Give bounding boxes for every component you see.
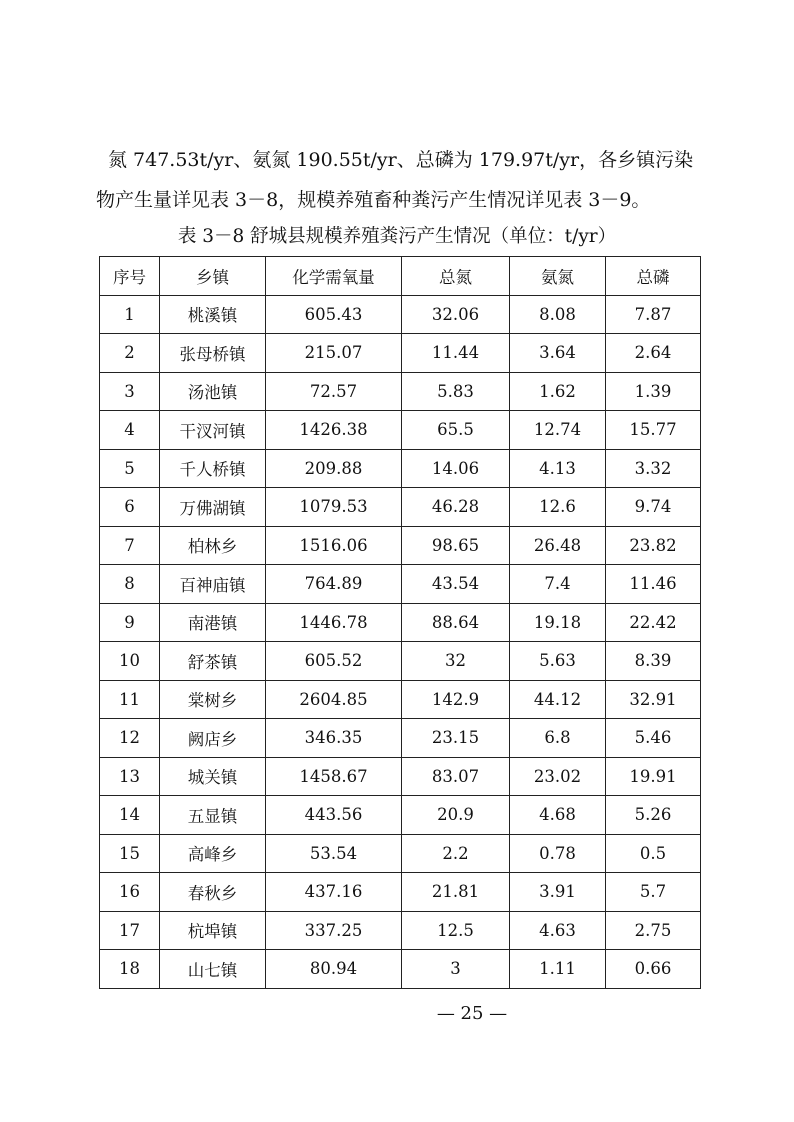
table-cell: 3 <box>402 950 510 989</box>
table-cell: 3 <box>100 372 160 411</box>
table-cell: 44.12 <box>510 680 606 719</box>
table-cell: 14 <box>100 796 160 835</box>
table-cell: 23.02 <box>510 757 606 796</box>
table-row <box>100 603 701 642</box>
table-cell: 98.65 <box>402 526 510 565</box>
table-cell: 柏林乡 <box>160 526 266 565</box>
table-cell: 1.39 <box>606 372 701 411</box>
table-cell: 23.82 <box>606 526 701 565</box>
table-row <box>100 642 701 681</box>
paragraph-line-2: 物产生量详见表 3－8，规模养殖畜种粪污产生情况详见表 3－9。 <box>96 189 651 211</box>
table-cell: 4.63 <box>510 911 606 950</box>
table-cell: 16 <box>100 873 160 912</box>
table-cell: 4 <box>100 411 160 450</box>
table-body <box>100 295 701 988</box>
table-cell: 千人桥镇 <box>160 449 266 488</box>
table-row <box>100 565 701 604</box>
table-cell: 12.74 <box>510 411 606 450</box>
table-row <box>100 873 701 912</box>
table-cell: 阙店乡 <box>160 719 266 758</box>
table-cell: 棠树乡 <box>160 680 266 719</box>
table-cell: 城关镇 <box>160 757 266 796</box>
table-header-row <box>100 257 701 296</box>
table-cell: 1.11 <box>510 950 606 989</box>
table-cell: 7.4 <box>510 565 606 604</box>
table-cell: 19.91 <box>606 757 701 796</box>
table-cell: 9 <box>100 603 160 642</box>
table-cell: 337.25 <box>266 911 402 950</box>
table-cell: 88.64 <box>402 603 510 642</box>
table-cell: 6 <box>100 488 160 527</box>
table-cell: 26.48 <box>510 526 606 565</box>
table-cell: 43.54 <box>402 565 510 604</box>
table-cell: 南港镇 <box>160 603 266 642</box>
table-row <box>100 526 701 565</box>
table-row <box>100 411 701 450</box>
table-cell: 3.64 <box>510 334 606 373</box>
table-cell: 46.28 <box>402 488 510 527</box>
table-cell: 5.83 <box>402 372 510 411</box>
table-row <box>100 719 701 758</box>
table-cell: 605.43 <box>266 295 402 334</box>
table-cell: 215.07 <box>266 334 402 373</box>
table-cell: 0.78 <box>510 834 606 873</box>
table-cell: 5.26 <box>606 796 701 835</box>
table-cell: 高峰乡 <box>160 834 266 873</box>
table-cell: 23.15 <box>402 719 510 758</box>
table-row <box>100 488 701 527</box>
table-cell: 万佛湖镇 <box>160 488 266 527</box>
table-cell: 5.63 <box>510 642 606 681</box>
table-row <box>100 757 701 796</box>
table-cell: 山七镇 <box>160 950 266 989</box>
header-town: 乡镇 <box>160 257 266 296</box>
table-row <box>100 295 701 334</box>
header-index: 序号 <box>100 257 160 296</box>
table-cell: 7 <box>100 526 160 565</box>
table-row <box>100 834 701 873</box>
table-cell: 22.42 <box>606 603 701 642</box>
table-cell: 2604.85 <box>266 680 402 719</box>
table-cell: 5 <box>100 449 160 488</box>
table-cell: 5.7 <box>606 873 701 912</box>
table-cell: 437.16 <box>266 873 402 912</box>
table-cell: 杭埠镇 <box>160 911 266 950</box>
table-cell: 4.13 <box>510 449 606 488</box>
table-cell: 8 <box>100 565 160 604</box>
header-total-nitrogen: 总氮 <box>402 257 510 296</box>
body-paragraph <box>96 140 706 220</box>
header-ammonia-nitrogen: 氨氮 <box>510 257 606 296</box>
table-cell: 2 <box>100 334 160 373</box>
table-cell: 1516.06 <box>266 526 402 565</box>
table-cell: 百神庙镇 <box>160 565 266 604</box>
table-cell: 32 <box>402 642 510 681</box>
paragraph-line-1: 氮 747.53t/yr、氨氮 190.55t/yr、总磷为 179.97t/yr，各乡镇污染 <box>108 149 694 171</box>
pollution-table <box>99 256 701 989</box>
table-cell: 春秋乡 <box>160 873 266 912</box>
table-cell: 12.6 <box>510 488 606 527</box>
table-row <box>100 449 701 488</box>
table-cell: 2.64 <box>606 334 701 373</box>
table-row <box>100 796 701 835</box>
table-cell: 2.75 <box>606 911 701 950</box>
table-cell: 5.46 <box>606 719 701 758</box>
table-cell: 53.54 <box>266 834 402 873</box>
table-row <box>100 334 701 373</box>
table-cell: 2.2 <box>402 834 510 873</box>
table-row <box>100 372 701 411</box>
table-cell: 10 <box>100 642 160 681</box>
table-cell: 605.52 <box>266 642 402 681</box>
table-cell: 21.81 <box>402 873 510 912</box>
table-cell: 209.88 <box>266 449 402 488</box>
table-cell: 72.57 <box>266 372 402 411</box>
table-cell: 32.91 <box>606 680 701 719</box>
table-cell: 0.5 <box>606 834 701 873</box>
table-cell: 1.62 <box>510 372 606 411</box>
table-cell: 32.06 <box>402 295 510 334</box>
header-total-phosphorus: 总磷 <box>606 257 701 296</box>
table-cell: 6.8 <box>510 719 606 758</box>
table-row <box>100 950 701 989</box>
table-row <box>100 680 701 719</box>
table-row <box>100 911 701 950</box>
table-cell: 20.9 <box>402 796 510 835</box>
table-cell: 9.74 <box>606 488 701 527</box>
table-cell: 舒茶镇 <box>160 642 266 681</box>
table-cell: 13 <box>100 757 160 796</box>
table-cell: 80.94 <box>266 950 402 989</box>
table-cell: 4.68 <box>510 796 606 835</box>
table-cell: 443.56 <box>266 796 402 835</box>
table-cell: 15.77 <box>606 411 701 450</box>
table-cell: 1446.78 <box>266 603 402 642</box>
table-cell: 12 <box>100 719 160 758</box>
table-cell: 15 <box>100 834 160 873</box>
table-cell: 7.87 <box>606 295 701 334</box>
table-cell: 142.9 <box>402 680 510 719</box>
table-cell: 11.46 <box>606 565 701 604</box>
table-cell: 桃溪镇 <box>160 295 266 334</box>
table-cell: 1 <box>100 295 160 334</box>
table-cell: 19.18 <box>510 603 606 642</box>
table-cell: 346.35 <box>266 719 402 758</box>
table-cell: 1426.38 <box>266 411 402 450</box>
table-cell: 3.91 <box>510 873 606 912</box>
table-cell: 0.66 <box>606 950 701 989</box>
table-cell: 干汊河镇 <box>160 411 266 450</box>
table-cell: 12.5 <box>402 911 510 950</box>
table-cell: 14.06 <box>402 449 510 488</box>
table-cell: 五显镇 <box>160 796 266 835</box>
table-cell: 8.39 <box>606 642 701 681</box>
table-cell: 17 <box>100 911 160 950</box>
table-cell: 83.07 <box>402 757 510 796</box>
table-cell: 18 <box>100 950 160 989</box>
table-cell: 1458.67 <box>266 757 402 796</box>
table-cell: 11.44 <box>402 334 510 373</box>
header-cod: 化学需氧量 <box>266 257 402 296</box>
table-cell: 8.08 <box>510 295 606 334</box>
table-cell: 3.32 <box>606 449 701 488</box>
table-cell: 65.5 <box>402 411 510 450</box>
table-cell: 1079.53 <box>266 488 402 527</box>
table-cell: 张母桥镇 <box>160 334 266 373</box>
table-caption: 表 3－8 舒城县规模养殖粪污产生情况（单位：t/yr） <box>177 226 617 247</box>
table-cell: 11 <box>100 680 160 719</box>
table-cell: 汤池镇 <box>160 372 266 411</box>
page-number: — 25 — <box>436 1003 508 1024</box>
table-cell: 764.89 <box>266 565 402 604</box>
